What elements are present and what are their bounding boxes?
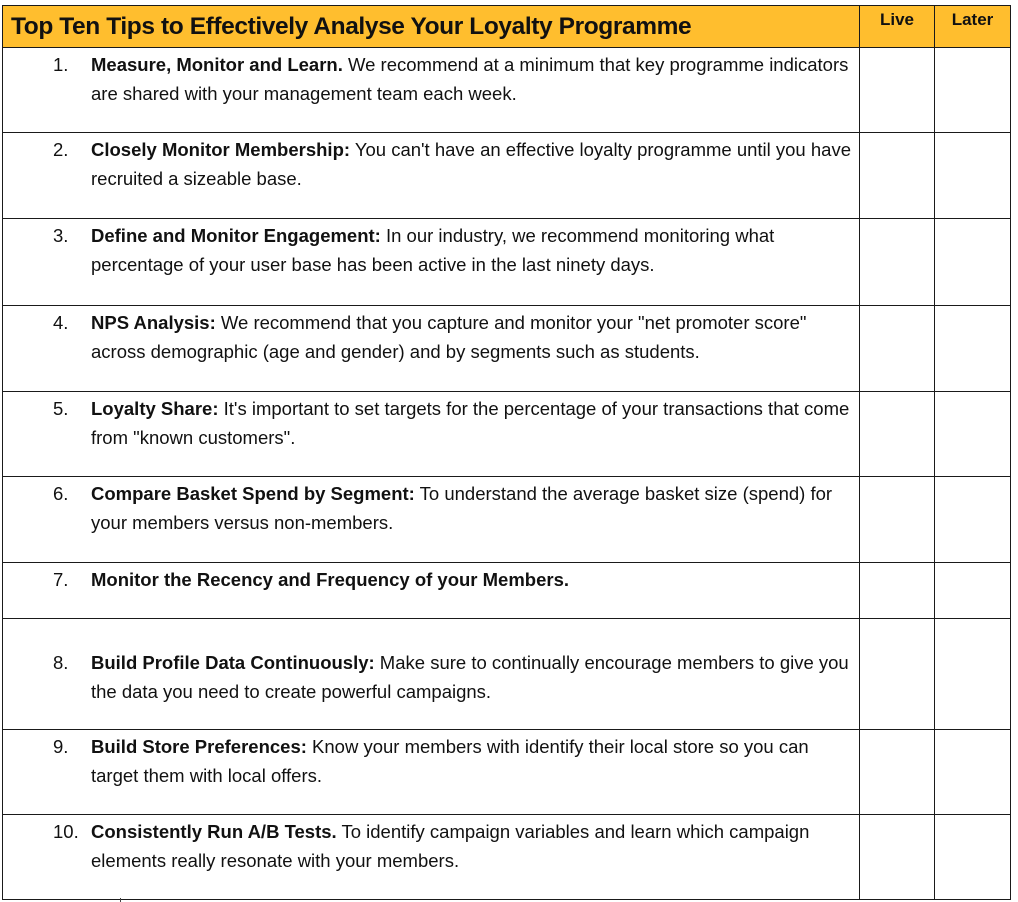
later-checkbox-cell[interactable] (935, 730, 1011, 815)
tip-title: Measure, Monitor and Learn. (91, 54, 343, 75)
tip-text-cell (3, 219, 860, 306)
tip-title: Monitor the Recency and Frequency of your Members. (91, 569, 570, 590)
tip-text-cell (3, 306, 860, 392)
tip-row (3, 563, 1011, 619)
tip-number: 6. (53, 483, 69, 504)
tip-title: Build Store Preferences: (91, 736, 307, 757)
tip-number: 10. (53, 821, 79, 842)
tip-title: Consistently Run A/B Tests. (91, 821, 337, 842)
tip-title: Loyalty Share: (91, 398, 219, 419)
live-checkbox-cell[interactable] (860, 306, 935, 392)
tip-body: In our industry, we recommend monitoring what percentage of your user base has been active in the last ninety days. (91, 225, 775, 275)
tip-text-cell (3, 619, 860, 730)
live-checkbox-cell[interactable] (860, 730, 935, 815)
tip-body: We recommend that you capture and monitor your "net promoter score" across demographic (age and gender) and by segments such as students. (91, 312, 807, 362)
tip-row (3, 815, 1011, 900)
tip-row (3, 306, 1011, 392)
tip-row (3, 219, 1011, 306)
tip-number: 8. (53, 652, 69, 673)
column-header-later: Later (935, 6, 1011, 48)
later-checkbox-cell[interactable] (935, 563, 1011, 619)
live-checkbox-cell[interactable] (860, 619, 935, 730)
tip-title: NPS Analysis: (91, 312, 216, 333)
tip-number: 1. (53, 54, 69, 75)
later-checkbox-cell[interactable] (935, 815, 1011, 900)
table-title: Top Ten Tips to Effectively Analyse Your Loyalty Programme (3, 6, 860, 48)
tip-body: To identify campaign variables and learn which campaign elements really resonate with your members. (91, 821, 810, 871)
tip-row (3, 730, 1011, 815)
tips-checklist-table (2, 5, 1011, 900)
tip-row (3, 392, 1011, 477)
live-checkbox-cell[interactable] (860, 392, 935, 477)
tip-title: Build Profile Data Continuously: (91, 652, 375, 673)
later-checkbox-cell[interactable] (935, 392, 1011, 477)
live-checkbox-cell[interactable] (860, 815, 935, 900)
tip-number: 4. (53, 312, 69, 333)
tip-row (3, 133, 1011, 219)
tip-body: Make sure to continually encourage members to give you the data you need to create powerful campaigns. (91, 652, 849, 702)
later-checkbox-cell[interactable] (935, 619, 1011, 730)
later-checkbox-cell[interactable] (935, 477, 1011, 563)
later-checkbox-cell[interactable] (935, 219, 1011, 306)
tip-text-cell (3, 392, 860, 477)
tip-row (3, 619, 1011, 730)
live-checkbox-cell[interactable] (860, 219, 935, 306)
tip-text-cell (3, 133, 860, 219)
tip-number: 2. (53, 139, 69, 160)
tip-body: Know your members with identify their local store so you can target them with local offers. (91, 736, 809, 786)
tip-title: Closely Monitor Membership: (91, 139, 351, 160)
tip-title: Compare Basket Spend by Segment: (91, 483, 415, 504)
later-checkbox-cell[interactable] (935, 133, 1011, 219)
tip-number: 7. (53, 569, 69, 590)
tip-body: To understand the average basket size (spend) for your members versus non-members. (91, 483, 833, 533)
live-checkbox-cell[interactable] (860, 477, 935, 563)
tip-number: 9. (53, 736, 69, 757)
tip-row (3, 477, 1011, 563)
live-checkbox-cell[interactable] (860, 563, 935, 619)
tip-text-cell (3, 815, 860, 900)
later-checkbox-cell[interactable] (935, 306, 1011, 392)
column-header-live: Live (860, 6, 935, 48)
later-checkbox-cell[interactable] (935, 48, 1011, 133)
footer-tick-mark (120, 898, 121, 902)
tip-text-cell (3, 477, 860, 563)
tip-number: 5. (53, 398, 69, 419)
tip-body: It's important to set targets for the percentage of your transactions that come from "known customers". (91, 398, 850, 448)
tip-number: 3. (53, 225, 69, 246)
live-checkbox-cell[interactable] (860, 133, 935, 219)
tip-text-cell (3, 563, 860, 619)
live-checkbox-cell[interactable] (860, 48, 935, 133)
table-header-row (3, 6, 1011, 48)
tip-body: You can't have an effective loyalty programme until you have recruited a sizeable base. (91, 139, 851, 189)
tip-text-cell (3, 48, 860, 133)
tip-body: We recommend at a minimum that key programme indicators are shared with your management team each week. (91, 54, 849, 104)
tip-title: Define and Monitor Engagement: (91, 225, 381, 246)
tip-text-cell (3, 730, 860, 815)
tip-row (3, 48, 1011, 133)
